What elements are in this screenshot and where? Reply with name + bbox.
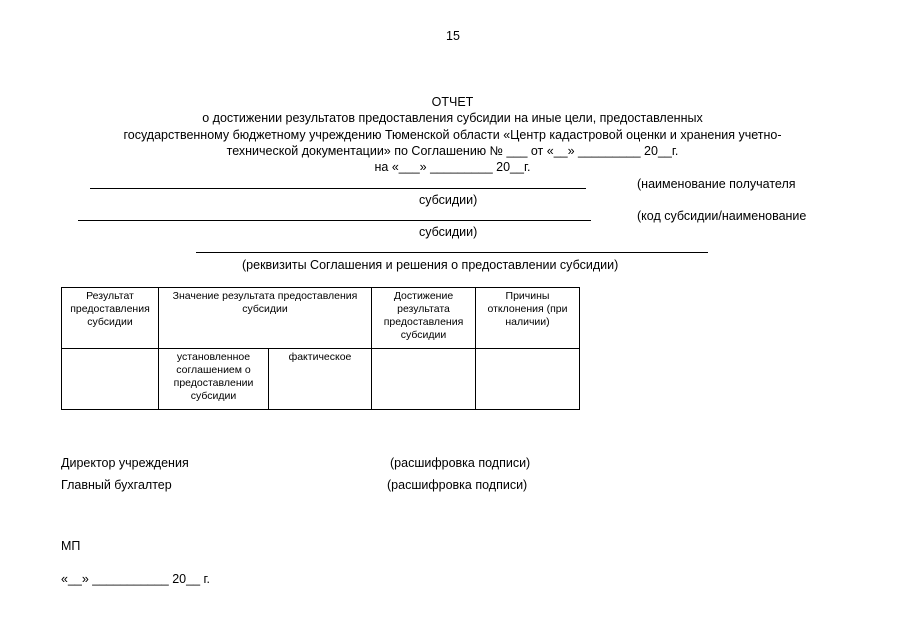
page-number: 15 xyxy=(446,29,460,43)
director-signature-decode: (расшифровка подписи) xyxy=(390,456,531,470)
report-table xyxy=(61,287,580,410)
signature-date: «__» ___________ 20__ г. xyxy=(61,572,211,586)
header-result: Результат предоставления субсидии xyxy=(62,288,159,349)
director-label: Директор учреждения xyxy=(61,456,189,470)
subsidy-code-label-cont: субсидии) xyxy=(419,225,478,239)
table-header-row xyxy=(62,288,580,349)
stamp-label: МП xyxy=(61,539,81,553)
table-row xyxy=(62,349,580,410)
report-subtitle-line-3: технической документации» по Соглашению № ___ от «__» _________ 20__г. xyxy=(226,144,679,158)
report-subtitle-line-1: о достижении результатов предоставления субсидии на иные цели, предоставленных xyxy=(202,111,703,125)
cell-result[interactable] xyxy=(62,349,159,410)
subheader-actual: фактическое xyxy=(269,349,372,410)
recipient-label-cont: субсидии) xyxy=(419,193,478,207)
subsidy-code-line xyxy=(78,220,591,221)
header-reasons: Причины отклонения (при наличии) xyxy=(476,288,580,349)
cell-achievement[interactable] xyxy=(372,349,476,410)
accountant-signature-decode: (расшифровка подписи) xyxy=(387,478,528,492)
accountant-label: Главный бухгалтер xyxy=(61,478,172,492)
header-value: Значение результата предоставления субсидии xyxy=(159,288,372,349)
recipient-label: (наименование получателя xyxy=(637,177,796,191)
recipient-name-line xyxy=(90,188,586,189)
report-title: ОТЧЕТ xyxy=(431,95,474,109)
subsidy-code-label: (код субсидии/наименование xyxy=(637,209,807,223)
report-subtitle-line-2: государственному бюджетному учреждению Тюменской области «Центр кадастровой оценки и хранения учетно- xyxy=(123,128,782,142)
agreement-line xyxy=(196,252,708,253)
cell-reasons[interactable] xyxy=(476,349,580,410)
header-achievement: Достижение результата предоставления субсидии xyxy=(372,288,476,349)
report-date-line: на «___» _________ 20__г. xyxy=(374,160,531,174)
agreement-label: (реквизиты Соглашения и решения о предоставлении субсидии) xyxy=(242,258,619,272)
subheader-established: установленное соглашением о предоставлении субсидии xyxy=(159,349,269,410)
